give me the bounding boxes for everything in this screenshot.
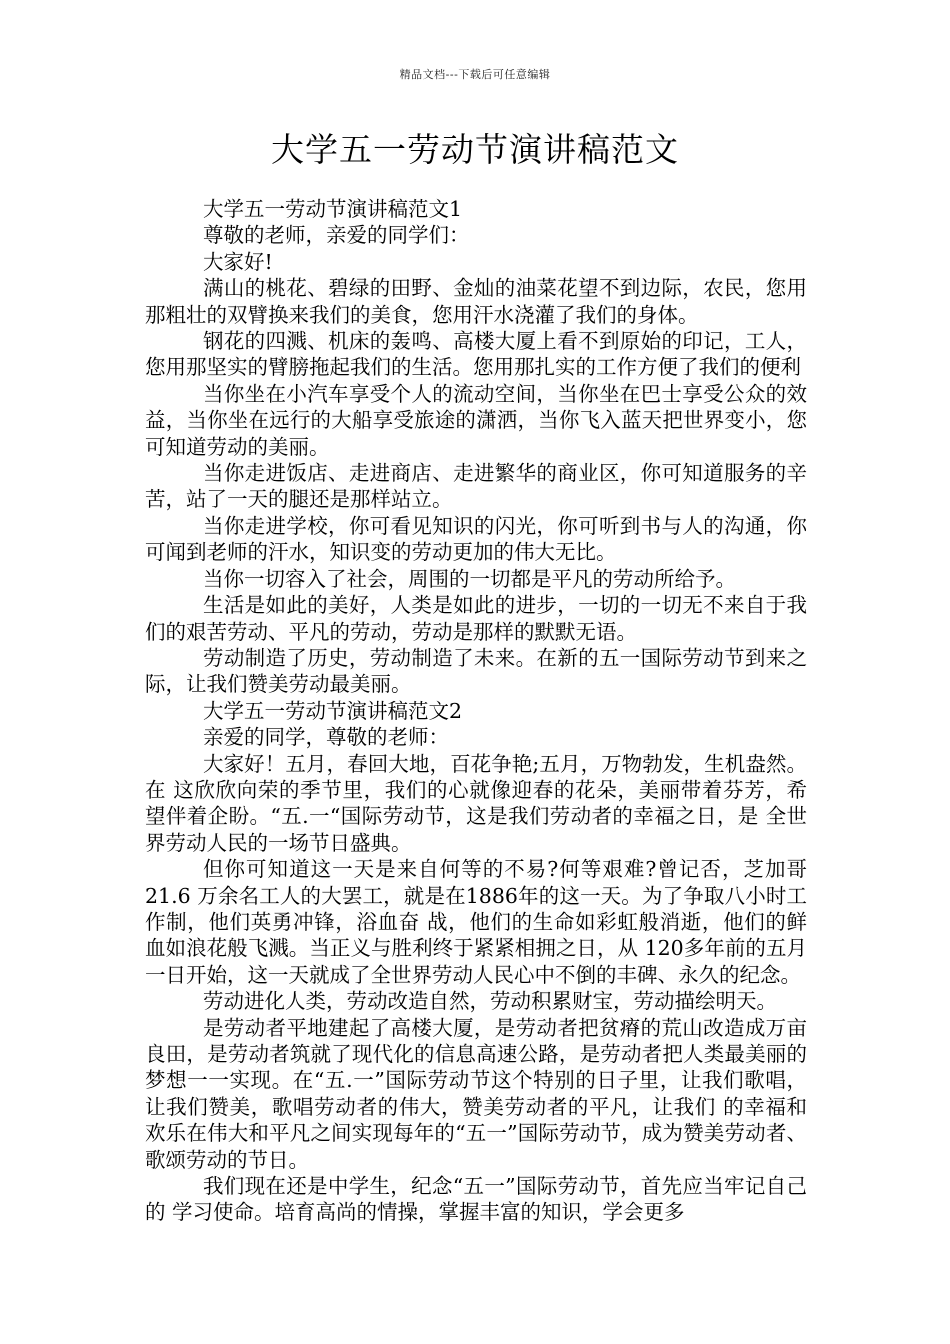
body-paragraph: 我们现在还是中学生，纪念“五一”国际劳动节，首先应当牢记自己的 学习使命。培育高尚的情操，掌握丰富的知识，学会更多 — [145, 1174, 807, 1225]
body-paragraph: 大学五一劳动节演讲稿范文2 — [203, 698, 463, 723]
body-paragraph: 是劳动者平地建起了高楼大厦，是劳动者把贫瘠的荒山改造成万亩良田，是劳动者筑就了现代化的信息高速公路，是劳动者把人类最美丽的梦想一一实现。在“五.一”国际劳动节这个特别的日子里，让我们歌唱，让我们赞美，歌唱劳动者的伟大，赞美劳动者的平凡，让我们 的幸福和欢乐在伟大和平凡之间实现每年的“五一”国际劳动节，成为赞美劳动者、歌颂劳动的节日。 — [145, 1015, 807, 1172]
document-title: 大学五一劳动节演讲稿范文 — [271, 130, 679, 169]
body-paragraph: 满山的桃花、碧绿的田野、金灿的油菜花望不到边际，农民，您用那粗壮的双臂换来我们的美食，您用汗水浇灌了我们的身体。 — [145, 276, 807, 327]
header-note: 精品文档---下载后可任意编辑 — [399, 68, 551, 81]
body-paragraph: 但你可知道这一天是来自何等的不易?何等艰难?曾记否，芝加哥 21.6 万余名工人的大罢工，就是在1886年的这一天。为了争取八小时工作制，他们英勇冲锋，浴血奋 战，他们的生命如彩虹般消逝，他们的鲜血如浪花般飞溅。当正义与胜利终于紧紧相拥之日，从 120多年前的五月一日开始，这一天就成了全世界劳动人民心中不倒的丰碑、永久的纪念。 — [145, 857, 807, 987]
body-paragraph: 大家好! — [203, 249, 273, 274]
body-paragraph: 钢花的四溅、机床的轰鸣、高楼大厦上看不到原始的印记，工人，您用那坚实的臂膀拖起我们的生活。您用那扎实的工作方便了我们的便利 — [145, 329, 807, 380]
document-body — [145, 196, 807, 1226]
body-paragraph: 尊敬的老师，亲爱的同学们： — [203, 223, 470, 248]
body-paragraph: 大家好！五月，春回大地，百花争艳;五月，万物勃发，生机盎然。在 这欣欣向荣的季节里，我们的心就像迎春的花朵，美丽带着芬芳，希望伴着企盼。“五.一“国际劳动节，这是我们劳动者的幸福之日，是 全世界劳动人民的一场节日盛典。 — [145, 751, 807, 855]
body-paragraph: 当你坐在小汽车享受个人的流动空间，当你坐在巴士享受公众的效益，当你坐在远行的大船享受旅途的潇洒，当你飞入蓝天把世界变小，您可知道劳动的美丽。 — [145, 381, 807, 459]
body-paragraph: 当你一切容入了社会，周围的一切都是平凡的劳动所给予。 — [203, 566, 736, 591]
body-paragraph: 亲爱的同学，尊敬的老师： — [203, 725, 449, 750]
body-paragraph: 生活是如此的美好，人类是如此的进步，一切的一切无不来自于我们的艰苦劳动、平凡的劳动，劳动是那样的默默无语。 — [145, 593, 807, 644]
body-paragraph: 当你走进饭店、走进商店、走进繁华的商业区，你可知道服务的辛苦，站了一天的腿还是那样站立。 — [145, 461, 807, 512]
body-paragraph: 劳动制造了历史，劳动制造了未来。在新的五一国际劳动节到来之际，让我们赞美劳动最美丽。 — [145, 645, 807, 697]
body-paragraph: 劳动进化人类，劳动改造自然，劳动积累财宝，劳动描绘明天。 — [203, 989, 777, 1014]
body-paragraph: 大学五一劳动节演讲稿范文1 — [203, 197, 463, 221]
body-paragraph: 当你走进学校，你可看见知识的闪光，你可听到书与人的沟通，你可闻到老师的汗水，知识变的劳动更加的伟大无比。 — [145, 513, 807, 565]
